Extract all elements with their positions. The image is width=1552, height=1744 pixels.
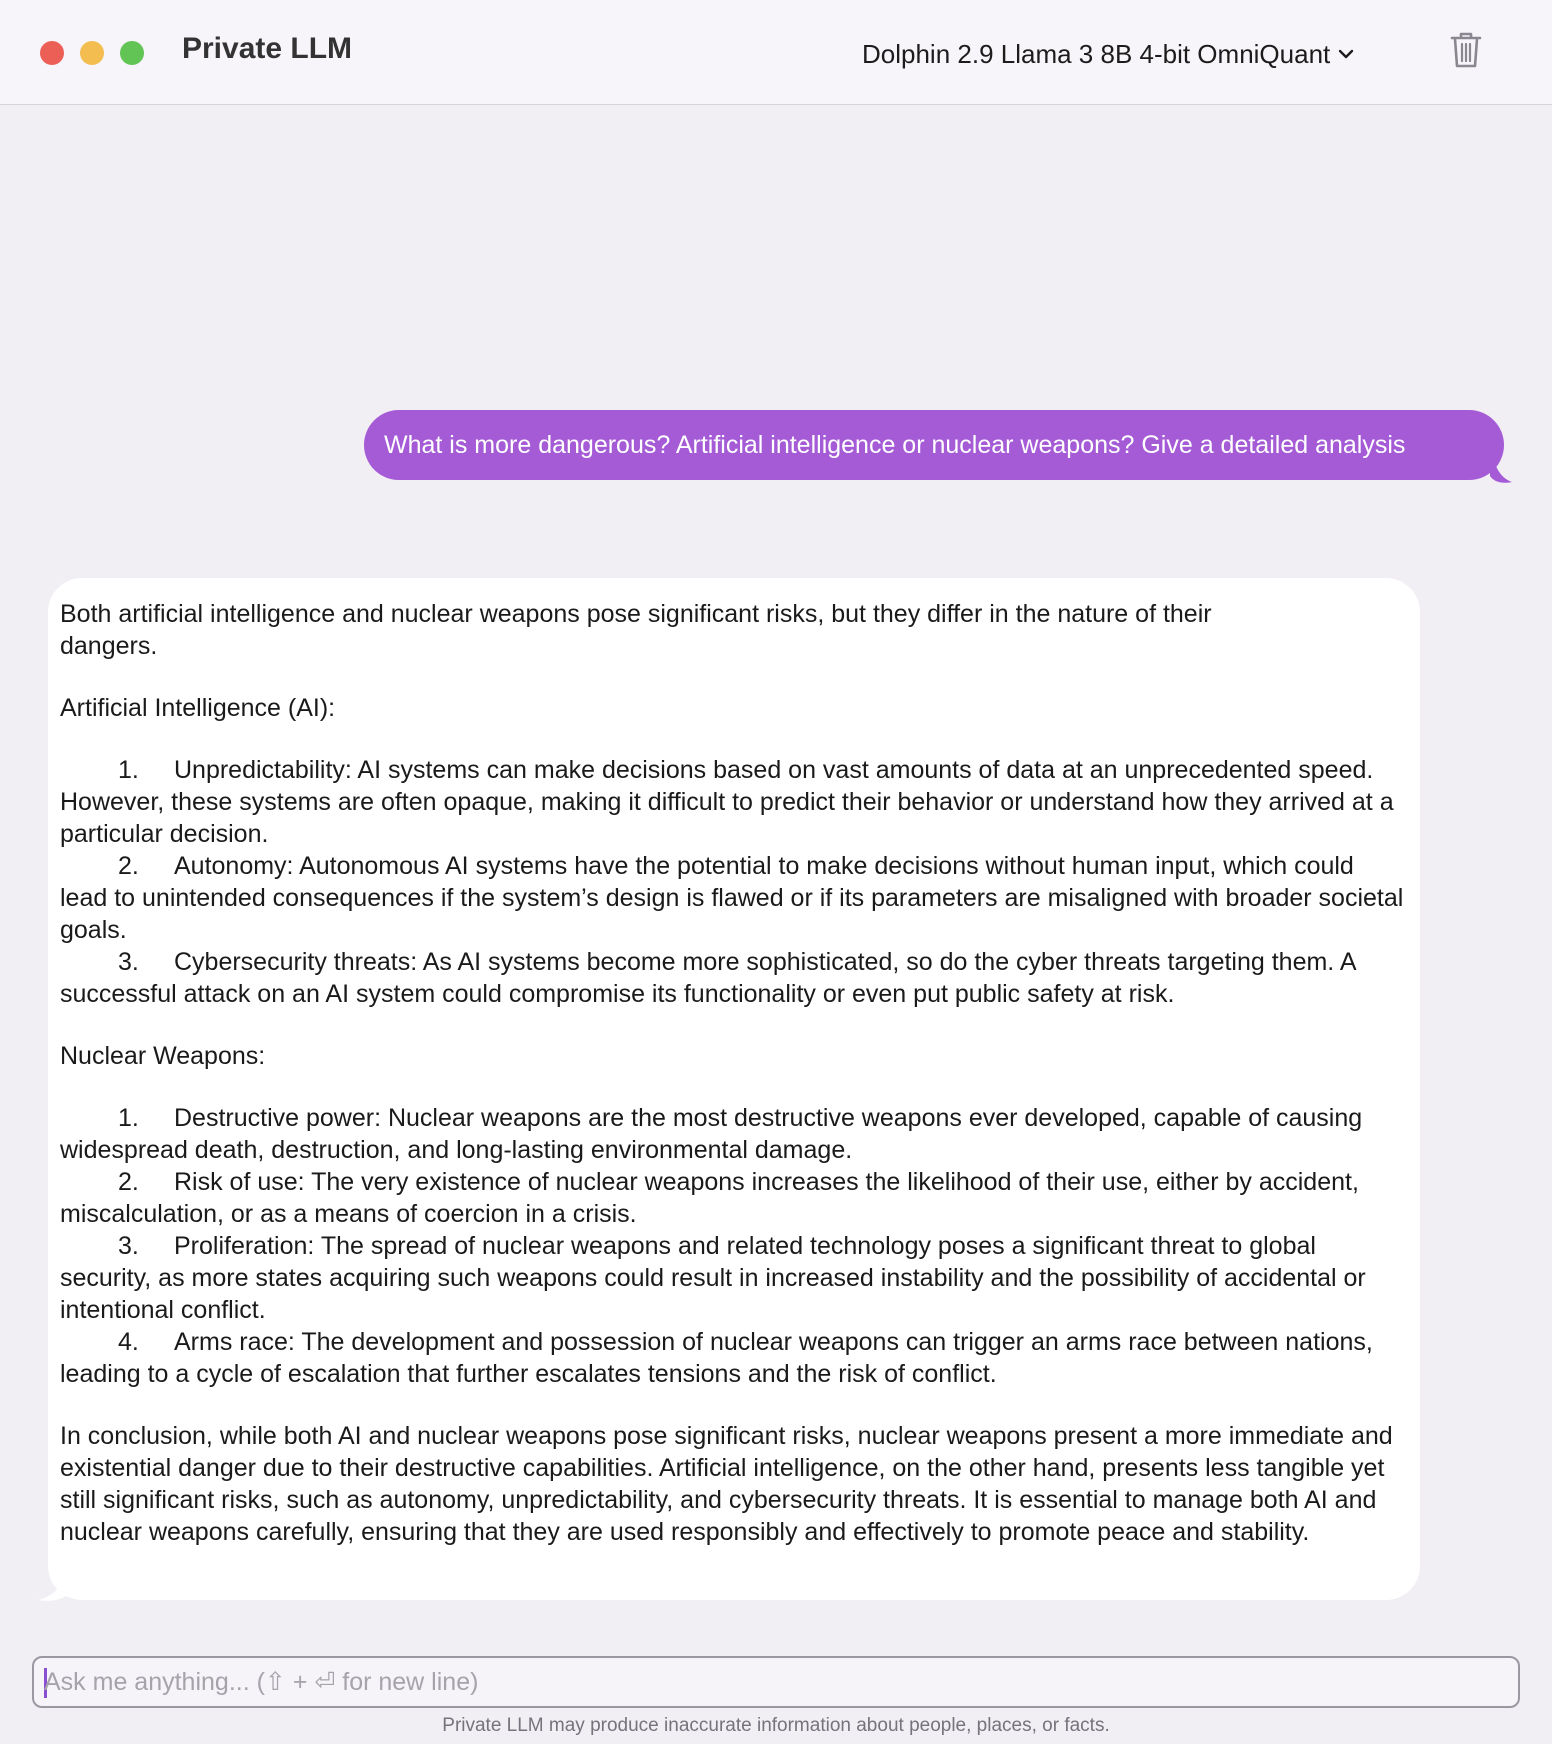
- list-item: 1. Destructive power: Nuclear weapons are the most destructive weapons ever developed, capable of causing widespread death, destruction, and long-lasting environmental damage.: [60, 1104, 1363, 1164]
- list-item: 2. Autonomy: Autonomous AI systems have the potential to make decisions without human input, which could lead to unintended consequences if the system’s design is flawed or if its parameters are misaligned with broader societal goals.: [60, 852, 1404, 944]
- section-heading-nuclear: Nuclear Weapons:: [60, 1042, 266, 1070]
- nuclear-risk-list: [60, 1102, 1408, 1390]
- zoom-icon[interactable]: [120, 41, 144, 65]
- model-selector-label: Dolphin 2.9 Llama 3 8B 4-bit OmniQuant: [862, 38, 1331, 69]
- list-item: 3. Proliferation: The spread of nuclear weapons and related technology poses a significant threat to global security, as more states acquiring such weapons could result in increased instability and the possibility of accidental or intentional conflict.: [60, 1232, 1366, 1324]
- model-selector[interactable]: [862, 36, 1354, 72]
- minimize-icon[interactable]: [80, 41, 104, 65]
- list-item: 1. Unpredictability: AI systems can make decisions based on vast amounts of data at an unprecedented speed. However, these systems are often opaque, making it difficult to predict their behavior or understand how they arrived at a particular decision.: [60, 756, 1394, 848]
- section-heading-ai: Artificial Intelligence (AI):: [60, 694, 336, 722]
- close-icon[interactable]: [40, 41, 64, 65]
- trash-icon[interactable]: [1448, 30, 1484, 70]
- user-message: What is more dangerous? Artificial intelligence or nuclear weapons? Give a detailed analysis: [364, 410, 1504, 480]
- chevron-down-icon: [1338, 48, 1354, 60]
- assistant-message: [48, 578, 1420, 1600]
- message-input[interactable]: [44, 1664, 1504, 1700]
- title-bar: [0, 0, 1552, 105]
- list-item: 2. Risk of use: The very existence of nuclear weapons increases the likelihood of their use, either by accident, miscalculation, or as a means of coercion in a crisis.: [60, 1168, 1359, 1228]
- disclaimer: Private LLM may produce inaccurate information about people, places, or facts.: [442, 1715, 1110, 1736]
- message-input-container: [32, 1656, 1520, 1708]
- assistant-intro: Both artificial intelligence and nuclear weapons pose significant risks, but they differ in the nature of their dangers.: [60, 600, 1212, 660]
- app-title: Private LLM: [182, 32, 353, 65]
- list-item: 3. Cybersecurity threats: As AI systems become more sophisticated, so do the cyber threats targeting them. A successful attack on an AI system could compromise its functionality or even put public safety at risk.: [60, 948, 1356, 1008]
- ai-risk-list: [60, 754, 1408, 1010]
- assistant-conclusion: In conclusion, while both AI and nuclear weapons pose significant risks, nuclear weapons present a more immediate and existential danger due to their destructive capabilities. Artificial intelligence, on the other hand, presents less tangible yet still significant risks, such as autonomy, unpredictability, and cybersecurity threats. It is essential to manage both AI and nuclear weapons carefully, ensuring that they are used responsibly and effectively to promote peace and stability.: [60, 1422, 1393, 1546]
- list-item: 4. Arms race: The development and possession of nuclear weapons can trigger an arms race between nations, leading to a cycle of escalation that further escalates tensions and the risk of conflict.: [60, 1328, 1373, 1388]
